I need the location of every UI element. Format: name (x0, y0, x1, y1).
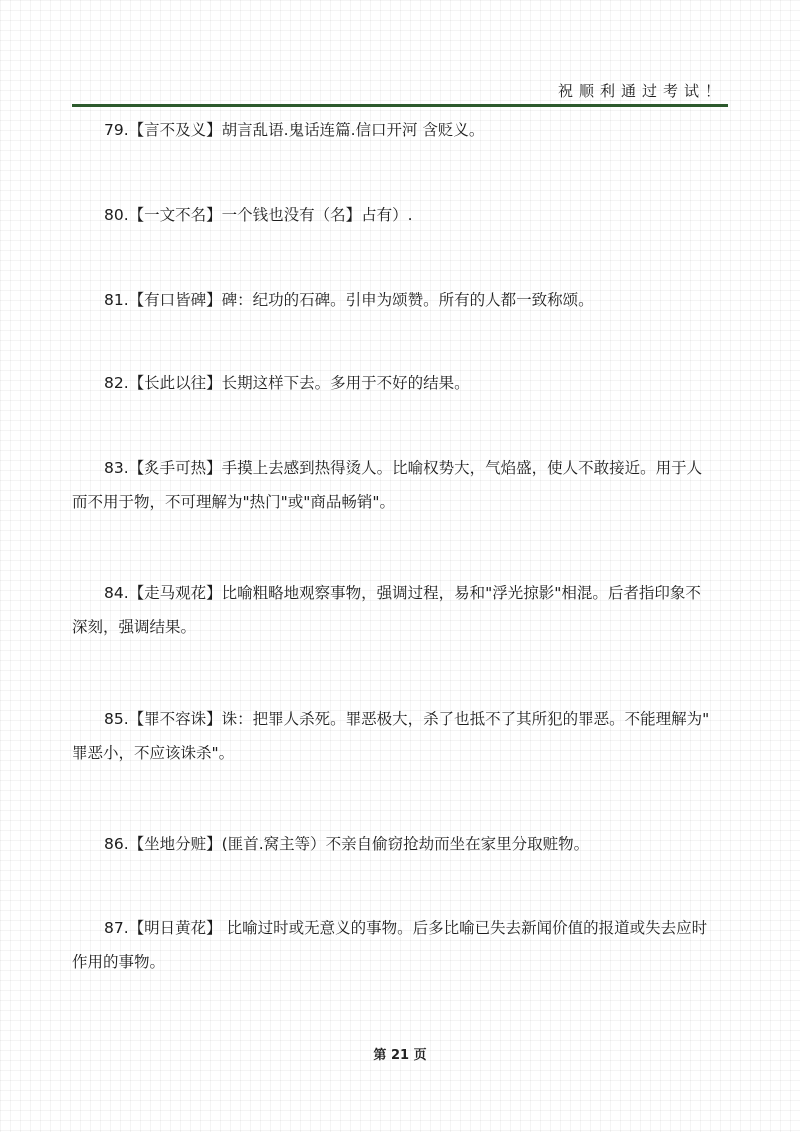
header-tagline: 祝顺利通过考试！ (557, 82, 726, 100)
entry-line: 81.【有口皆碑】碑：纪功的石碑。引申为颂赞。所有的人都一致称颂。 (104, 291, 594, 309)
entry-line: 79.【言不及义】胡言乱语.鬼话连篇.信口开河 含贬义。 (104, 121, 485, 139)
entry-81 (72, 283, 732, 317)
entry-line: 深刻，强调结果。 (72, 618, 197, 636)
entry-87 (72, 911, 732, 979)
entry-line: 作用的事物。 (72, 953, 166, 971)
entry-line: 83.【炙手可热】手摸上去感到热得烫人。比喻权势大，气焰盛，使人不敢接近。用于人 (104, 459, 703, 477)
entry-line: 84.【走马观花】比喻粗略地观察事物，强调过程，易和"浮光掠影"相混。后者指印象不 (104, 584, 701, 602)
entry-line: 而不用于物，不可理解为"热门"或"商品畅销"。 (72, 493, 396, 511)
entry-line: 82.【长此以往】长期这样下去。多用于不好的结果。 (104, 374, 470, 392)
entry-79 (72, 113, 732, 147)
entry-82 (72, 366, 732, 400)
entry-83 (72, 451, 732, 519)
entry-85 (72, 702, 732, 770)
entry-line: 85.【罪不容诛】诛：把罪人杀死。罪恶极大，杀了也抵不了其所犯的罪恶。不能理解为" (104, 710, 710, 728)
entry-86 (72, 827, 732, 861)
entry-80 (72, 198, 732, 232)
entry-line: 87.【明日黄花】 比喻过时或无意义的事物。后多比喻已失去新闻价值的报道或失去应时 (104, 919, 708, 937)
header-divider (72, 104, 728, 107)
entry-line: 罪恶小，不应该诛杀"。 (72, 744, 235, 762)
page-number: 第 21 页 (373, 1048, 427, 1063)
entry-line: 80.【一文不名】一个钱也没有（名】占有）. (104, 206, 413, 224)
entry-84 (72, 576, 732, 644)
entry-line: 86.【坐地分赃】(匪首.窝主等）不亲自偷窃抢劫而坐在家里分取赃物。 (104, 835, 590, 853)
